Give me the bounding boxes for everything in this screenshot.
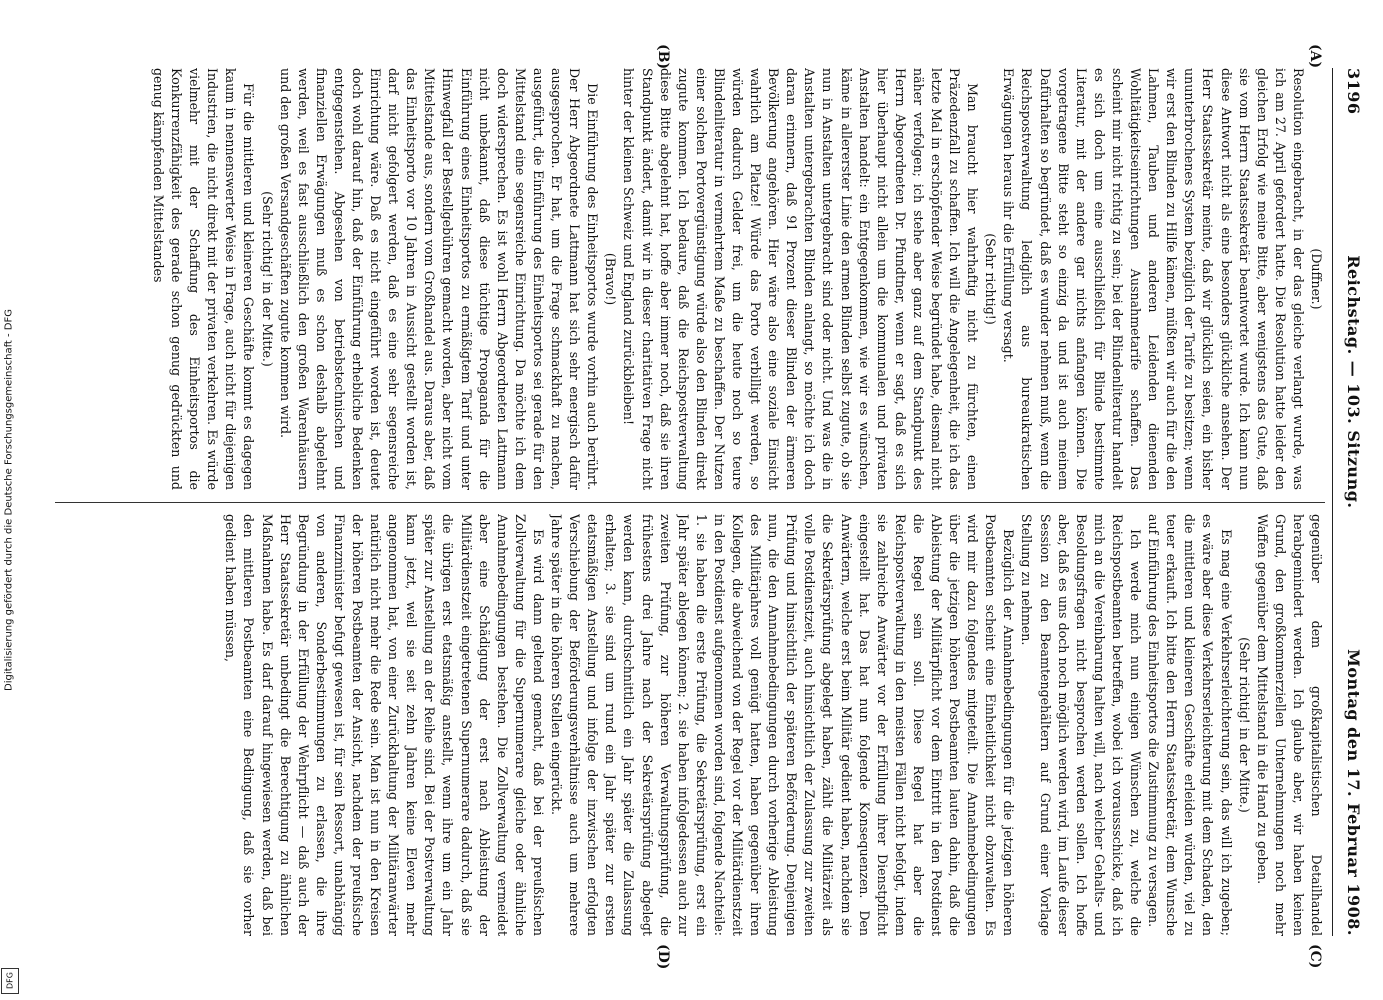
paragraph: Es mag eine Verkehrserleichterung sein, das will ich zugeben; es wäre aber diese Verkehrserleichterung mit dem Schaden, den die mittleren und kleineren Geschäfte erleiden würden, viel zu teuer erkauft. Ich bitte den Herrn Staatssekretär, dem Wunsche auf Einführung des Einheitsportos die Zustimmung zu versagen. (1146, 514, 1234, 936)
paragraph: Die Einführung des Einheitsportos wurde vorhin auch berührt. Der Herr Abgeordnete Lattmann hat sich sehr energisch dafür ausgesprochen. Er hat, um die Frage schmackhaft zu machen, ausgeführt, die Einführung des Einheitsportos sei gerade für den Mittelstand eine segensreiche Einrichtung. Da möchte ich dem doch widersprechen. Es ist wohl Herrn Abgeordneten Lattmann nicht unbekannt, daß diese tüchtige Propaganda für die Einführung eines Einheitsportos zu ermäßigtem Tarif und unter Hinwegfall der Bestellgebühren gemacht worden, aber nicht vom Mittelstande aus, sondern vom Großhandel aus. Daraus aber, daß das Einheitsporto vor 10 Jahren in Aussicht gestellt worden ist, darf nicht gefolgert werden, daß es eine sehr segensreiche Einrichtung wäre. Daß es nicht eingeführt worden ist, deutet doch wohl darauf hin, daß der Einführung erhebliche Bedenken entgegenstehen. Abgesehen von betriebstechnischen und finanziellen Erwägungen muß es schon deshalb abgelehnt werden, weil es fast ausschließlich den großen Warenhäusern und den großen Versandgeschäften zugute kommen wird. (277, 68, 601, 490)
paragraph: Ich werde mich nun einigen Wünschen zu, welche die Reichspostbeamten betreffen, wobei ich voraussschicke, daß ich mich an die Vereinbarung halten will, nach welcher Gehalts- und Besoldungsfragen nicht besprochen werden sollen. Ich hoffe aber, daß es uns doch noch möglich werden wird, im Laufe dieser Session zu den Beamtengehältern auf Grund einer Vorlage Stellung zu nehmen. (1019, 514, 1144, 936)
running-head (1337, 68, 1363, 936)
interjection: (Bravo!) (603, 252, 619, 306)
digitization-credit-strip (0, 0, 18, 1000)
digitization-credit: Digitalisierung gefördert durch die Deutsche Forschungsgemeinschaft - DFG (3, 308, 15, 692)
margin-marker-c: (C) (1307, 944, 1323, 969)
paragraph: Bezüglich der Annahmebedingungen für die jetzigen höheren Postbeamten scheint eine Einheitlichkeit nicht obzuwalten. Es wird mir dazu folgendes mitgeteilt. Die Annahmebedingungen über die jetzigen höheren Postbeamten lauten dahin, daß die Ableistung der Militärpflicht vor dem Eintritt in den Postdienst die Regel sein soll. Diese Regel hat aber die Reichspostverwaltung in den meisten Fällen nicht befolgt, indem sie zahlreiche Anwärter vor der Erfüllung ihrer Dienstpflicht eingestellt hat. Das hat nun folgende Konsequenzen. Den Anwärtern, welche erst beim Militär gedient haben, nachdem sie die Sekretärsprüfung abgelegt haben, zählt die Militärzeit als volle Postdienstzeit, auch hinsichtlich der Zulassung zur zweiten Prüfung und hinsichtlich der späteren Beförderung. Denjenigen nun, die den Annahmebedingungen durch vorherige Ableistung des Militärjahres voll genügt hatten, haben gegenüber ihren Kollegen, die abweichend von der Regel vor der Militärdienstzeit in den Postdienst aufgenommen worden sind, folgende Nachteile: 1. sie haben die erste Prüfung, die Sekretärsprüfung, erst ein Jahr später ablegen können; 2. sie haben infolgedessen auch zur zweiten Prüfung, zur höheren Verwaltungsprüfung, die frühestens drei Jahre nach der Sekretärsprüfung abgelegt werden kann, durchschnittlich ein Jahr später die Zulassung erhalten; 3. sie sind um rund ein Jahr später zur ersten etatsmäßigen Anstellung und infolge der inzwischen erfolgten Verschiebung der Beförderungsverhältnisse auch um mehrere Jahre später in die höheren Stellen eingerückt. (549, 514, 1017, 936)
margin-marker-d: (D) (655, 944, 671, 970)
paragraph: Resolution eingebracht, in der das gleiche verlangt wurde, was ich am 27. April gefordert hatte. Die Resolution hatte leider den gleichen Erfolg wie meine Bitte, aber wenigstens das Gute, daß sie vom Herrn Staatssekretär beantwortet wurde. Ich kann nun diese Antwort nicht als eine besonders glückliche ansehen. Der Herr Staatssekretär meinte, daß wir glücklich seien, ein bisher ununterbrochenes System bezüglich der Tarife zu besitzen; wenn wir erst den Blinden zu Hilfe kämen, müßten wir auch für die den Lahmen, Tauben und anderen Leidenden dienenden Wohltätigkeitseinrichtungen Ausnahmetarife schaffen. Das scheint mir nicht richtig zu sein; bei der Blindenliteratur handelt es sich doch um eine ausschließlich für Blinde bestimmte Literatur, mit der andere gar nichts anfangen können. Die vorgetragene Bitte steht so einzig da und ist auch meinem Dafürhalten so begründet, daß es wunder nehmen muß, wenn die Reichspostverwaltung lediglich aus bureaukratischen Erwägungen heraus ihr die Erfüllung versagt. (1001, 68, 1306, 490)
paragraph: Es wird dann geltend gemacht, daß bei der preußischen Zollverwaltung für die Supernumerare gleiche oder ähnliche Annahmebedingungen bestehen. Die Zollverwaltung vermeidet aber eine Schädigung der erst nach Ableistung der Militärdienstzeit eingetretenen Supernumerare dadurch, daß sie die übrigen erst etatsmäßig anstellt, wenn ihre um ein Jahr später zur Anstellung an der Reihe sind. Bei der Postverwaltung kann jetzt, weil sie seit zehn Jahren keine Eleven mehr angenommen hat, von einer Zurückhaltung der Militäranwärter natürlich nicht mehr die Rede sein. Man ist nun in den Kreisen der höheren Postbeamten der Ansicht, nachdem der preußische Finanzminister befugt gewesen ist, für sein Ressort, unabhängig von anderen, Sonderbestimmungen zu erlassen, die ihre Begründung in der Erfüllung der Wehrpflicht — daß auch der Herr Staatssekretär unbedingt die Berechtigung zu ähnlichen Maßnahmen habe. Es darf darauf hingewiesen werden, daß bei den mittleren Postbeamten eine Bedingung, daß sie vorher gedient haben müssen, (223, 514, 546, 936)
newspaper-page (30, 0, 1383, 1000)
page-number: 3196 (1344, 68, 1363, 115)
left-column (50, 68, 1325, 490)
interjection: (Sehr richtig! in der Mitte.) (1236, 637, 1252, 813)
paragraph: Für die mittleren und kleineren Geschäfte kommt es dagegen kaum in nennenswerter Weise in Frage, auch nicht für diejenigen Industrien, die nicht direkt mit der privaten verkehren. Es würde vielmehr mit der Schaffung des Einheitsportos die Konkurrenzfähigkeit des gerade schon genug gedrückten und genug kämpfenden Mittelstandes (151, 68, 257, 490)
paragraph: Man braucht hier wahrhaftig nicht zu fürchten, einen Präzedenzfall zu schaffen. Ich will die Angelegenheit, die ich das letzte Mal in erschöpfender Weise begründet habe, diesmal nicht näher verfolgen; ich stehe aber ganz auf dem Standpunkt des Herrn Abgeordneten Dr. Pfundtner, wenn er sagt, daß es sich hier überhaupt nicht allein um die kommunalen und privaten Anstalten handelt: ein Entgegenkommen, wie wir es wünschen, käme in allererster Linie den armen Blinden selbst zugute, ob sie nun in Anstalten untergebracht sind oder nicht. Und was die in Anstalten untergebrachten Blinden anlangt, so möchte ich doch daran erinnern, daß 91 Prozent dieser Blinden der ärmeren Bevölkerung angehören. Hier wäre also eine soziale Einsicht wahrlich am Platze! Würde das Porto verbilligt werden, so würden dadurch Gelder frei, um die heute noch so teure Blindenliteratur in vermehrtem Maße zu beschaffen. Der Nutzen einer solchen Portovergünstigung würde also den Blinden direkt zugute kommen. Ich bedaure, daß die Reichspostverwaltung diese Bitte abgelehnt hat, hoffe aber immer noch, daß sie ihren Standpunkt ändert, damit wir in dieser charitativen Frage nicht hinter der kleinen Schweiz und England zurückbleiben! (621, 68, 981, 490)
right-column (50, 514, 1325, 936)
interjection: (Sehr richtig! in der Mitte.) (259, 191, 275, 367)
margin-marker-a: (A) (1307, 44, 1323, 69)
interjection: (Sehr richtig!) (983, 233, 999, 325)
paragraph: gegenüber dem großkapitalistischen Detailhandel herabgemindert werden. Ich glaube aber, wir haben keinen Grund, den großkommerziellen Unternehmungen noch mehr Waffen gegenüber dem Mittelstand in die Hand zu geben. (1254, 514, 1324, 936)
margin-marker-b: (B) (655, 44, 671, 70)
column-divider (55, 502, 1325, 503)
speaker-name: (Duffner.) (1309, 248, 1324, 310)
session-title: Reichstag. — 103. Sitzung. (1344, 255, 1363, 509)
header-rule (1332, 68, 1333, 936)
dfg-logo: DFG (1, 968, 19, 994)
session-date: Montag den 17. Februar 1908. (1344, 649, 1363, 936)
